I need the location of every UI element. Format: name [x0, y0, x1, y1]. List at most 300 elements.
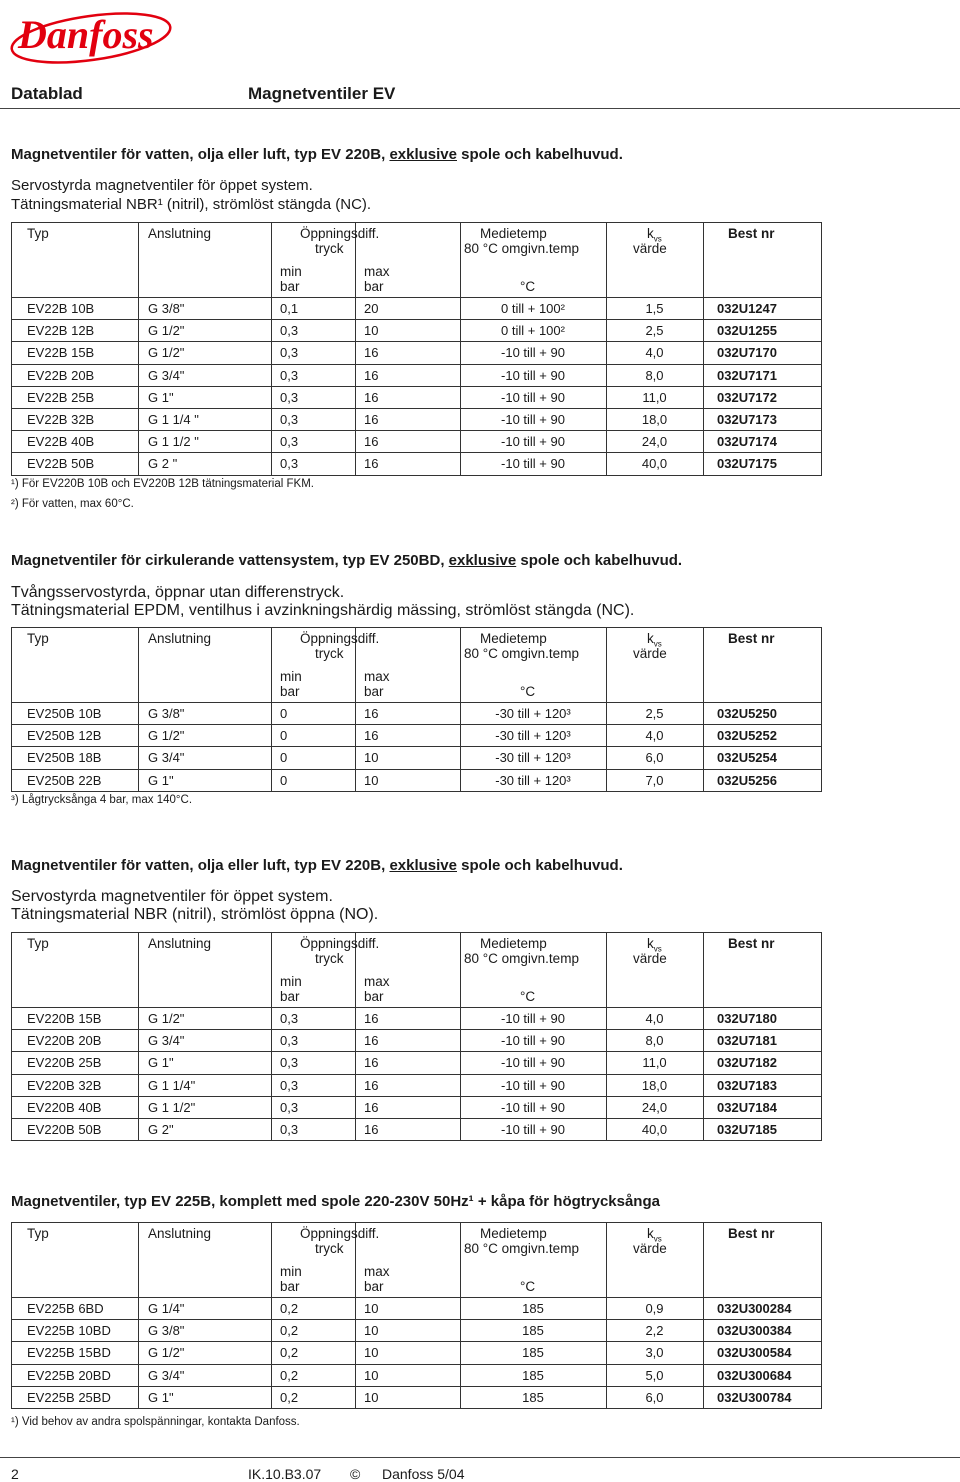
table-cell: 0,3 — [280, 323, 299, 339]
table-cell: -10 till + 90 — [501, 1033, 565, 1049]
row-divider — [11, 724, 821, 725]
column-header-typ: Typ — [27, 226, 49, 241]
row-divider — [11, 1319, 821, 1320]
section-title-text: Magnetventiler för cirkulerande vattensystem, typ EV 250BD, — [11, 552, 449, 569]
data-table — [11, 932, 821, 1140]
table-cell: 0,3 — [280, 345, 299, 361]
unit-label-min: min — [280, 264, 302, 279]
table-cell: 0,1 — [280, 301, 299, 316]
table-cell: 16 — [364, 1055, 379, 1071]
column-header-typ: Typ — [27, 936, 49, 951]
column-header-best: Best nr — [728, 631, 775, 646]
unit-label-deg: °C — [520, 1279, 536, 1294]
row-divider — [11, 1140, 821, 1141]
table-cell: EV22B 12B — [27, 323, 95, 339]
table-cell: G 1 1/2" — [148, 1099, 196, 1115]
row-divider — [11, 319, 821, 320]
column-header-oppning-1: Öppningsdiff. — [300, 1226, 380, 1241]
table-cell: 10 — [364, 1345, 379, 1361]
section-title-text: spole och kabelhuvud. — [457, 857, 623, 874]
table-cell: EV225B 20BD — [27, 1367, 111, 1383]
table-cell: EV250B 22B — [27, 772, 102, 788]
unit-label-max: max — [364, 1264, 390, 1279]
table-cell: EV22B 20B — [27, 367, 95, 383]
column-header-oppning-2: tryck — [315, 951, 344, 966]
table-cell: G 1" — [148, 772, 174, 788]
kvs-subscript: vs — [653, 639, 662, 649]
table-cell: 18,0 — [641, 412, 668, 427]
table-cell: 16 — [364, 389, 379, 405]
column-header-oppning-2: tryck — [315, 646, 344, 661]
kvs-symbol: k — [647, 936, 654, 951]
table-cell: 032U7182 — [717, 1055, 777, 1071]
section-subtitle: Tätningsmaterial EPDM, ventilhus i avzinkningshärdig mässing, strömlöst stängda (NC). — [11, 602, 635, 619]
table-cell: -10 till + 90 — [501, 434, 565, 450]
table-cell: 0,9 — [645, 1301, 664, 1316]
table-cell: 16 — [364, 345, 379, 361]
kvs-subscript: vs — [653, 1234, 662, 1244]
table-cell: 8,0 — [645, 1033, 664, 1049]
table-cell: 16 — [364, 1033, 379, 1049]
table-cell: 2,5 — [645, 323, 664, 339]
table-cell: 032U7172 — [717, 389, 777, 405]
table-cell: EV220B 50B — [27, 1122, 102, 1137]
table-cell: 0,3 — [280, 434, 299, 450]
table-cell: 0,3 — [280, 1033, 299, 1049]
section-title-text: Magnetventiler för vatten, olja eller luft, typ EV 220B, — [11, 146, 390, 163]
table-cell: 0,2 — [280, 1389, 299, 1405]
section-title — [11, 552, 682, 569]
column-header-medie-1: Medietemp — [480, 1226, 547, 1241]
unit-label-deg: °C — [520, 989, 536, 1004]
table-cell: 032U7184 — [717, 1099, 777, 1115]
table-cell: 0 — [280, 750, 288, 766]
table-cell: 032U1255 — [717, 323, 777, 339]
table-cell: 032U5254 — [717, 750, 777, 766]
table-cell: -30 till + 120³ — [495, 772, 571, 788]
column-divider — [271, 222, 272, 475]
column-header-anslutning: Anslutning — [148, 936, 212, 951]
table-cell: 7,0 — [645, 772, 664, 788]
row-divider — [11, 769, 821, 770]
table-cell: EV220B 40B — [27, 1099, 102, 1115]
table-cell: 16 — [364, 728, 379, 744]
table-cell: G 3/4" — [148, 1367, 185, 1383]
table-cell: 032U7183 — [717, 1077, 777, 1093]
table-cell: 185 — [522, 1367, 544, 1383]
table-cell: 10 — [364, 1301, 379, 1316]
doc-title: Magnetventiler EV — [248, 84, 396, 103]
section-subtitle: Tvångsservostyrda, öppnar utan differenstryck. — [11, 584, 345, 601]
table-cell: 032U7185 — [717, 1122, 777, 1137]
table-cell: 032U7175 — [717, 456, 777, 472]
table-cell: 16 — [364, 456, 379, 472]
table-cell: 6,0 — [645, 1389, 664, 1405]
column-divider — [271, 1222, 272, 1408]
table-cell: 0 — [280, 706, 288, 721]
table-cell: 16 — [364, 706, 379, 721]
table-cell: 032U300784 — [717, 1389, 792, 1405]
column-header-oppning-2: tryck — [315, 241, 344, 256]
column-divider — [703, 1222, 704, 1408]
column-divider — [703, 222, 704, 475]
table-cell: 032U5250 — [717, 706, 777, 721]
footer-divider — [0, 1457, 960, 1458]
unit-label-bar: bar — [280, 279, 300, 294]
column-header-typ: Typ — [27, 631, 49, 646]
table-cell: 032U300284 — [717, 1301, 792, 1316]
table-cell: 032U300384 — [717, 1323, 792, 1339]
unit-label-bar: bar — [280, 989, 300, 1004]
table-cell: G 3/4" — [148, 367, 185, 383]
column-divider — [138, 222, 139, 475]
table-cell: 0,2 — [280, 1367, 299, 1383]
footnote: ³) Lågtrycksånga 4 bar, max 140°C. — [11, 794, 193, 806]
table-cell: G 1" — [148, 1389, 174, 1405]
table-cell: 10 — [364, 1367, 379, 1383]
section-title-text: spole och kabelhuvud. — [457, 146, 623, 163]
table-cell: 032U300584 — [717, 1345, 792, 1361]
table-cell: -30 till + 120³ — [495, 728, 571, 744]
column-divider — [355, 627, 356, 791]
table-cell: -10 till + 90 — [501, 1077, 565, 1093]
table-cell: 032U7173 — [717, 412, 777, 427]
table-cell: EV220B 20B — [27, 1033, 102, 1049]
table-cell: 4,0 — [645, 728, 664, 744]
table-cell: -10 till + 90 — [501, 389, 565, 405]
table-cell: -10 till + 90 — [501, 345, 565, 361]
kvs-subscript: vs — [653, 944, 662, 954]
column-header-best: Best nr — [728, 226, 775, 241]
table-cell: 032U7180 — [717, 1011, 777, 1026]
data-table — [11, 627, 821, 791]
unit-label-bar: bar — [364, 989, 384, 1004]
section-subtitle: Tätningsmaterial NBR (nitril), strömlöst öppna (NO). — [11, 906, 379, 923]
table-cell: 5,0 — [645, 1367, 664, 1383]
table-cell: 185 — [522, 1345, 544, 1361]
unit-label-min: min — [280, 1264, 302, 1279]
table-cell: 40,0 — [641, 1122, 668, 1137]
unit-label-bar: bar — [364, 684, 384, 699]
table-cell: 10 — [364, 323, 379, 339]
row-divider — [11, 341, 821, 342]
table-cell: EV250B 12B — [27, 728, 102, 744]
header-divider — [0, 108, 960, 109]
table-cell: EV225B 10BD — [27, 1323, 111, 1339]
row-divider — [11, 364, 821, 365]
table-cell: G 3/4" — [148, 1033, 185, 1049]
column-divider — [271, 627, 272, 791]
table-cell: EV250B 18B — [27, 750, 102, 766]
column-header-kvs-value: värde — [633, 241, 667, 256]
unit-label-bar: bar — [364, 1279, 384, 1294]
table-cell: -10 till + 90 — [501, 1011, 565, 1026]
row-divider — [11, 1051, 821, 1052]
column-header-medie-2: 80 °C omgivn.temp — [464, 951, 579, 966]
table-cell: EV22B 10B — [27, 301, 95, 316]
table-cell: -30 till + 120³ — [495, 706, 571, 721]
column-header-kvs-value: värde — [633, 1241, 667, 1256]
table-cell: G 1" — [148, 1055, 174, 1071]
table-cell: EV22B 32B — [27, 412, 95, 427]
table-cell: 0,3 — [280, 1055, 299, 1071]
table-cell: 032U7181 — [717, 1033, 777, 1049]
table-cell: 0 — [280, 728, 288, 744]
table-cell: -10 till + 90 — [501, 1055, 565, 1071]
table-cell: EV225B 15BD — [27, 1345, 111, 1361]
table-cell: 16 — [364, 1077, 379, 1093]
column-header-oppning-1: Öppningsdiff. — [300, 226, 380, 241]
table-cell: 0,2 — [280, 1323, 299, 1339]
table-cell: -10 till + 90 — [501, 456, 565, 472]
row-divider — [11, 1074, 821, 1075]
footnote: ¹) För EV220B 10B och EV220B 12B tätningsmaterial FKM. — [11, 478, 314, 490]
column-header-anslutning: Anslutning — [148, 631, 212, 646]
unit-label-max: max — [364, 974, 390, 989]
table-cell: G 1 1/4 " — [148, 412, 199, 427]
table-cell: 10 — [364, 750, 379, 766]
table-cell: G 1/2" — [148, 1345, 185, 1361]
table-cell: G 3/8" — [148, 1323, 185, 1339]
table-cell: EV220B 15B — [27, 1011, 102, 1026]
section-subtitle: Servostyrda magnetventiler för öppet system. — [11, 888, 333, 905]
table-cell: -10 till + 90 — [501, 367, 565, 383]
table-cell: G 3/8" — [148, 301, 185, 316]
section-title — [11, 1193, 660, 1210]
table-cell: G 1/4" — [148, 1301, 185, 1316]
table-cell: 11,0 — [642, 1055, 667, 1071]
table-cell: 2,2 — [645, 1323, 664, 1339]
row-divider — [11, 791, 821, 792]
table-cell: 0,2 — [280, 1301, 299, 1316]
table-cell: 032U5256 — [717, 772, 777, 788]
table-cell: 185 — [522, 1301, 544, 1316]
section-title-text: Magnetventiler, typ EV 225B, komplett med spole 220-230V 50Hz¹ + kåpa för högtrycksånga — [11, 1193, 660, 1210]
table-cell: 0,3 — [280, 389, 299, 405]
table-cell: G 1/2" — [148, 1011, 185, 1026]
table-cell: 0,3 — [280, 412, 299, 427]
document-code: IK.10.B3.07 — [248, 1466, 322, 1482]
table-cell: -10 till + 90 — [501, 1099, 565, 1115]
table-cell: 0 till + 100² — [501, 301, 565, 316]
table-cell: EV220B 25B — [27, 1055, 102, 1071]
table-cell: G 2 " — [148, 456, 178, 472]
table-cell: 0,3 — [280, 1099, 299, 1115]
table-cell: 032U7174 — [717, 434, 777, 450]
table-cell: 0,3 — [280, 456, 299, 472]
table-cell: G 2" — [148, 1122, 174, 1137]
table-cell: 4,0 — [645, 1011, 664, 1026]
row-divider — [11, 1118, 821, 1119]
table-cell: 3,0 — [645, 1345, 664, 1361]
table-cell: G 3/8" — [148, 706, 185, 721]
table-cell: G 1/2" — [148, 323, 185, 339]
column-header-medie-2: 80 °C omgivn.temp — [464, 1241, 579, 1256]
column-divider — [703, 627, 704, 791]
table-cell: 6,0 — [645, 750, 664, 766]
table-cell: 16 — [364, 1122, 379, 1137]
table-cell: 16 — [364, 412, 379, 427]
table-cell: 185 — [522, 1389, 544, 1405]
section-title — [11, 146, 623, 163]
unit-label-max: max — [364, 264, 390, 279]
kvs-symbol: k — [647, 1226, 654, 1241]
table-cell: 11,0 — [642, 389, 667, 405]
row-divider — [11, 1364, 821, 1365]
section-subtitle: Tätningsmaterial NBR¹ (nitril), strömlöst stängda (NC). — [11, 196, 372, 213]
table-cell: 0,2 — [280, 1345, 299, 1361]
table-cell: G 3/4" — [148, 750, 185, 766]
table-cell: G 1 1/4" — [148, 1077, 196, 1093]
column-divider — [138, 1222, 139, 1408]
row-divider — [11, 1007, 821, 1008]
row-divider — [11, 1386, 821, 1387]
table-cell: 24,0 — [641, 434, 668, 450]
row-divider — [11, 1297, 821, 1298]
unit-label-min: min — [280, 669, 302, 684]
row-divider — [11, 430, 821, 431]
table-cell: 032U7170 — [717, 345, 777, 361]
row-divider — [11, 408, 821, 409]
data-table — [11, 222, 821, 475]
section-title-text: Magnetventiler för vatten, olja eller luft, typ EV 220B, — [11, 857, 390, 874]
column-divider — [138, 932, 139, 1140]
column-divider — [355, 932, 356, 1140]
table-cell: EV220B 32B — [27, 1077, 102, 1093]
unit-label-bar: bar — [280, 684, 300, 699]
kvs-symbol: k — [647, 226, 654, 241]
table-cell: 16 — [364, 1011, 379, 1026]
column-header-oppning-2: tryck — [315, 1241, 344, 1256]
table-cell: EV250B 10B — [27, 706, 102, 721]
table-cell: 032U300684 — [717, 1367, 792, 1383]
row-divider — [11, 475, 821, 476]
column-header-oppning-1: Öppningsdiff. — [300, 631, 380, 646]
row-divider — [11, 1096, 821, 1097]
table-cell: 0 till + 100² — [501, 323, 565, 339]
unit-label-min: min — [280, 974, 302, 989]
row-divider — [11, 386, 821, 387]
table-cell: 1,5 — [645, 301, 664, 316]
row-divider — [11, 1029, 821, 1030]
unit-label-bar: bar — [280, 1279, 300, 1294]
section-title-emphasis: exklusive — [448, 552, 517, 569]
section-subtitle: Servostyrda magnetventiler för öppet system. — [11, 177, 313, 194]
table-cell: 24,0 — [641, 1099, 668, 1115]
table-cell: 10 — [364, 1389, 379, 1405]
column-header-medie-1: Medietemp — [480, 936, 547, 951]
column-header-kvs-value: värde — [633, 951, 667, 966]
table-cell: 4,0 — [645, 345, 664, 361]
table-cell: 40,0 — [641, 456, 668, 472]
column-divider — [355, 222, 356, 475]
doc-type-label: Datablad — [11, 84, 83, 103]
column-header-medie-2: 80 °C omgivn.temp — [464, 646, 579, 661]
table-cell: 2,5 — [645, 706, 664, 721]
footnote: ²) För vatten, max 60°C. — [11, 498, 134, 510]
table-cell: EV22B 15B — [27, 345, 95, 361]
column-header-best: Best nr — [728, 936, 775, 951]
table-cell: 20 — [364, 301, 379, 316]
column-header-anslutning: Anslutning — [148, 1226, 212, 1241]
column-divider — [271, 932, 272, 1140]
table-cell: 10 — [364, 1323, 379, 1339]
kvs-subscript: vs — [653, 234, 662, 244]
copyright-symbol: © — [350, 1466, 361, 1482]
table-cell: 16 — [364, 434, 379, 450]
row-divider — [11, 452, 821, 453]
table-cell: G 1" — [148, 389, 174, 405]
page-number: 2 — [11, 1466, 19, 1482]
row-divider — [11, 1341, 821, 1342]
table-cell: G 1/2" — [148, 728, 185, 744]
table-cell: 10 — [364, 772, 379, 788]
row-divider — [11, 1408, 821, 1409]
danfoss-logo — [8, 4, 174, 66]
table-cell: 185 — [522, 1323, 544, 1339]
unit-label-deg: °C — [520, 684, 536, 699]
row-divider — [11, 297, 821, 298]
section-title-emphasis: exklusive — [389, 146, 457, 163]
unit-label-bar: bar — [364, 279, 384, 294]
table-cell: -30 till + 120³ — [495, 750, 571, 766]
table-cell: EV22B 50B — [27, 456, 95, 472]
table-cell: 0,3 — [280, 1011, 299, 1026]
column-header-medie-1: Medietemp — [480, 226, 547, 241]
table-cell: 18,0 — [641, 1077, 668, 1093]
section-title — [11, 857, 623, 874]
section-title-text: spole och kabelhuvud. — [516, 552, 683, 569]
table-cell: 0 — [280, 772, 288, 788]
table-cell: EV225B 25BD — [27, 1389, 111, 1405]
table-cell: 8,0 — [645, 367, 664, 383]
table-cell: 16 — [364, 1099, 379, 1115]
svg-text:Danfoss: Danfoss — [18, 12, 154, 57]
unit-label-max: max — [364, 669, 390, 684]
data-table — [11, 1222, 821, 1408]
column-header-medie-1: Medietemp — [480, 631, 547, 646]
table-cell: EV22B 40B — [27, 434, 95, 450]
kvs-symbol: k — [647, 631, 654, 646]
table-cell: 0,3 — [280, 1122, 299, 1137]
table-cell: -10 till + 90 — [501, 1122, 565, 1137]
table-cell: 032U1247 — [717, 301, 777, 316]
column-header-medie-2: 80 °C omgivn.temp — [464, 241, 579, 256]
table-cell: 032U7171 — [717, 367, 777, 383]
table-cell: 0,3 — [280, 367, 299, 383]
table-cell: 16 — [364, 367, 379, 383]
row-divider — [11, 746, 821, 747]
unit-label-deg: °C — [520, 279, 536, 294]
column-header-typ: Typ — [27, 1226, 49, 1241]
table-cell: G 1/2" — [148, 345, 185, 361]
column-divider — [355, 1222, 356, 1408]
table-cell: 032U5252 — [717, 728, 777, 744]
table-cell: EV22B 25B — [27, 389, 95, 405]
table-cell: -10 till + 90 — [501, 412, 565, 427]
section-title-emphasis: exklusive — [389, 857, 457, 874]
footnote: ¹) Vid behov av andra spolspänningar, kontakta Danfoss. — [11, 1416, 300, 1428]
table-cell: 0,3 — [280, 1077, 299, 1093]
column-divider — [703, 932, 704, 1140]
column-header-oppning-1: Öppningsdiff. — [300, 936, 380, 951]
row-divider — [11, 702, 821, 703]
column-header-anslutning: Anslutning — [148, 226, 212, 241]
table-cell: EV225B 6BD — [27, 1301, 104, 1316]
table-cell: G 1 1/2 " — [148, 434, 199, 450]
column-header-kvs-value: värde — [633, 646, 667, 661]
column-header-best: Best nr — [728, 1226, 775, 1241]
